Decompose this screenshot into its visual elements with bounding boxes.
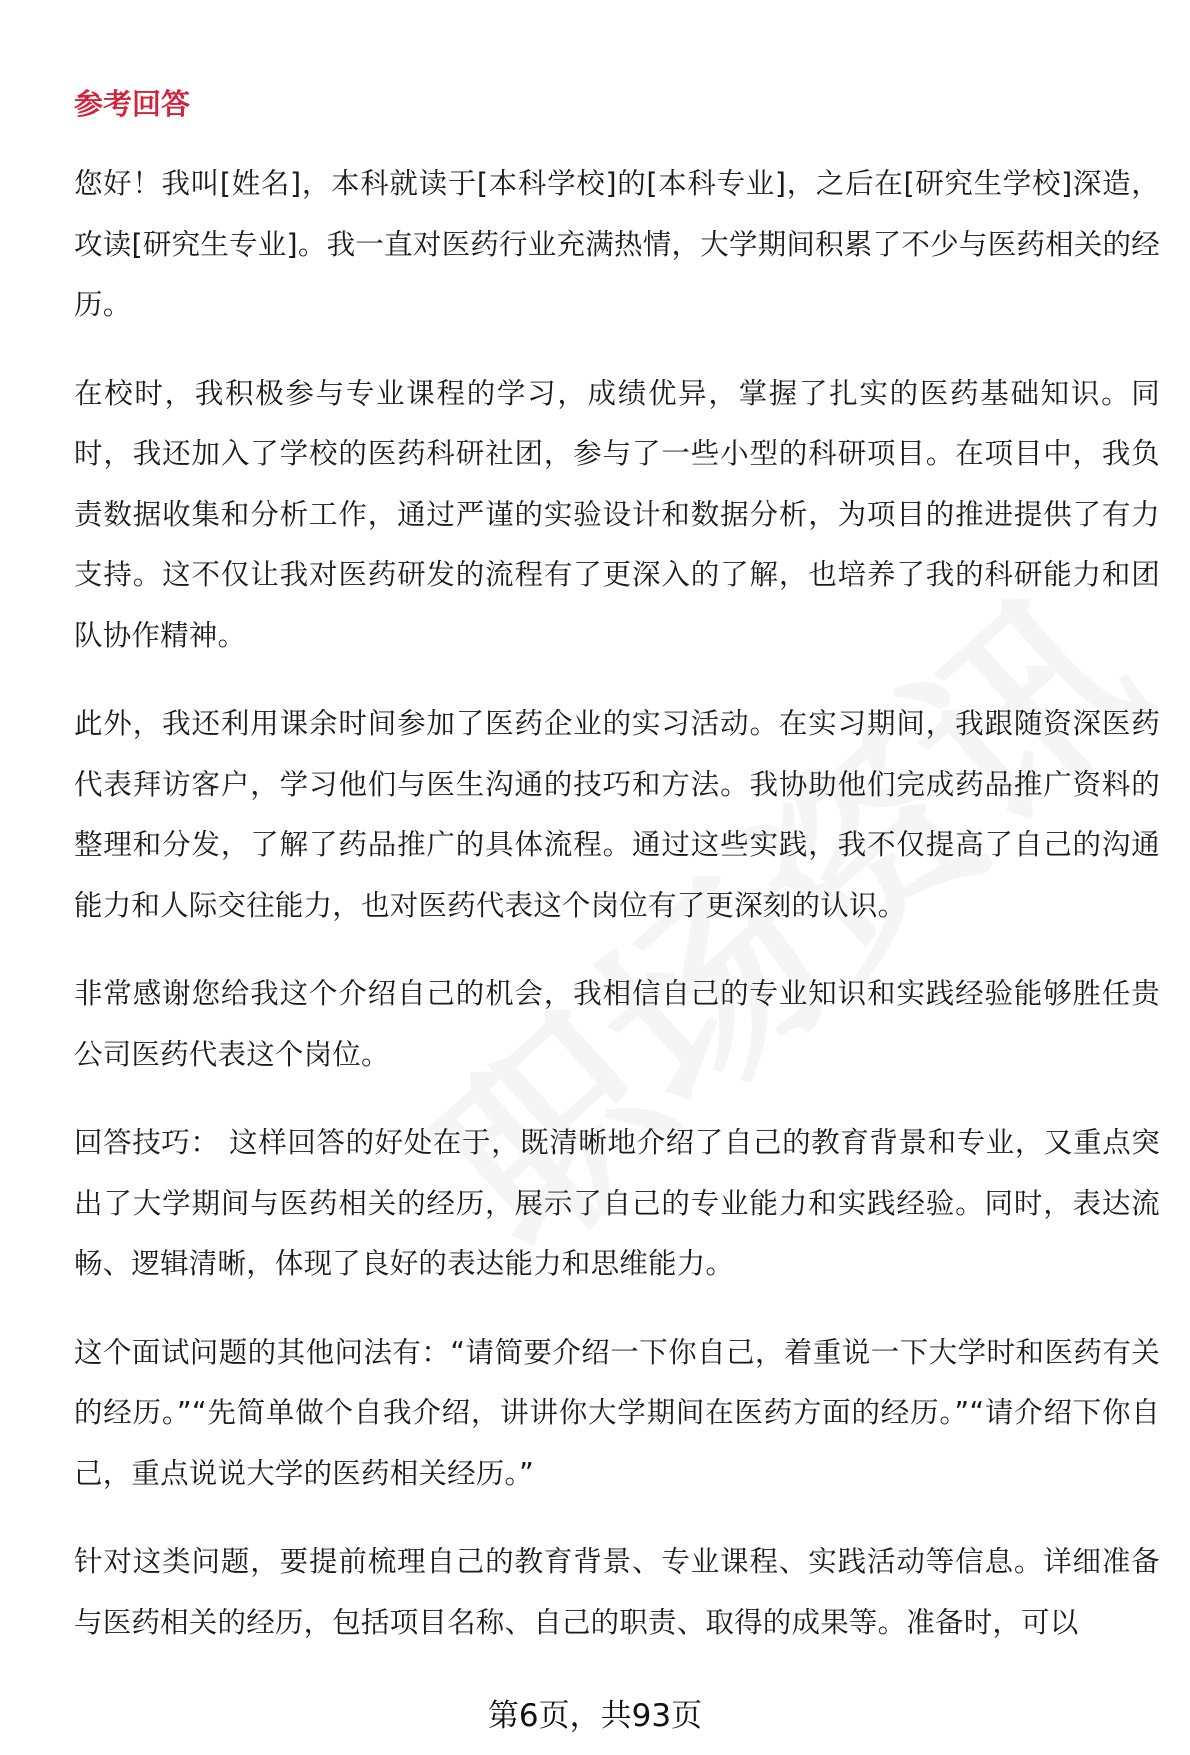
paragraph-closing: 非常感谢您给我这个介绍自己的机会，我相信自己的专业知识和实践经验能够胜任贵公司医药代表这个岗位。 [74, 977, 1160, 1071]
paragraph-alternatives: 这个面试问题的其他问法有：“请简要介绍一下你自己，着重说一下大学时和医药有关的经历。”“先简单做个自我介绍，讲讲你大学期间在医药方面的经历。”“请介绍下你自己，重点说说大学的医药相关经历。” [74, 1335, 1160, 1490]
content-area [74, 84, 1160, 1681]
paragraph-tips: 回答技巧： 这样回答的好处在于，既清晰地介绍了自己的教育背景和专业，又重点突出了大学期间与医药相关的经历，展示了自己的专业能力和实践经验。同时，表达流畅、逻辑清晰，体现了良好的表达能力和思维能力。 [74, 1126, 1160, 1280]
page-number: 第6页，共93页 [487, 1698, 703, 1734]
section-heading: 参考回答 [74, 87, 191, 121]
paragraph-preparation: 针对这类问题，要提前梳理自己的教育背景、专业课程、实践活动等信息。详细准备与医药相关的经历，包括项目名称、自己的职责、取得的成果等。准备时，可以 [74, 1545, 1160, 1639]
paragraph-school: 在校时，我积极参与专业课程的学习，成绩优异，掌握了扎实的医药基础知识。同时，我还加入了学校的医药科研社团，参与了一些小型的科研项目。在项目中，我负责数据收集和分析工作，通过严谨的实验设计和数据分析，为项目的推进提供了有力支持。这不仅让我对医药研发的流程有了更深入的了解，也培养了我的科研能力和团队协作精神。 [74, 376, 1160, 652]
paragraph-internship: 此外，我还利用课余时间参加了医药企业的实习活动。在实习期间，我跟随资深医药代表拜访客户，学习他们与医生沟通的技巧和方法。我协助他们完成药品推广资料的整理和分发，了解了药品推广的具体流程。通过这些实践，我不仅提高了自己的沟通能力和人际交往能力，也对医药代表这个岗位有了更深刻的认识。 [74, 707, 1160, 922]
paragraph-intro: 您好！我叫[姓名]，本科就读于[本科学校]的[本科专业]，之后在[研究生学校]深造，攻读[研究生专业]。我一直对医药行业充满热情，大学期间积累了不少与医药相关的经历。 [74, 167, 1160, 321]
